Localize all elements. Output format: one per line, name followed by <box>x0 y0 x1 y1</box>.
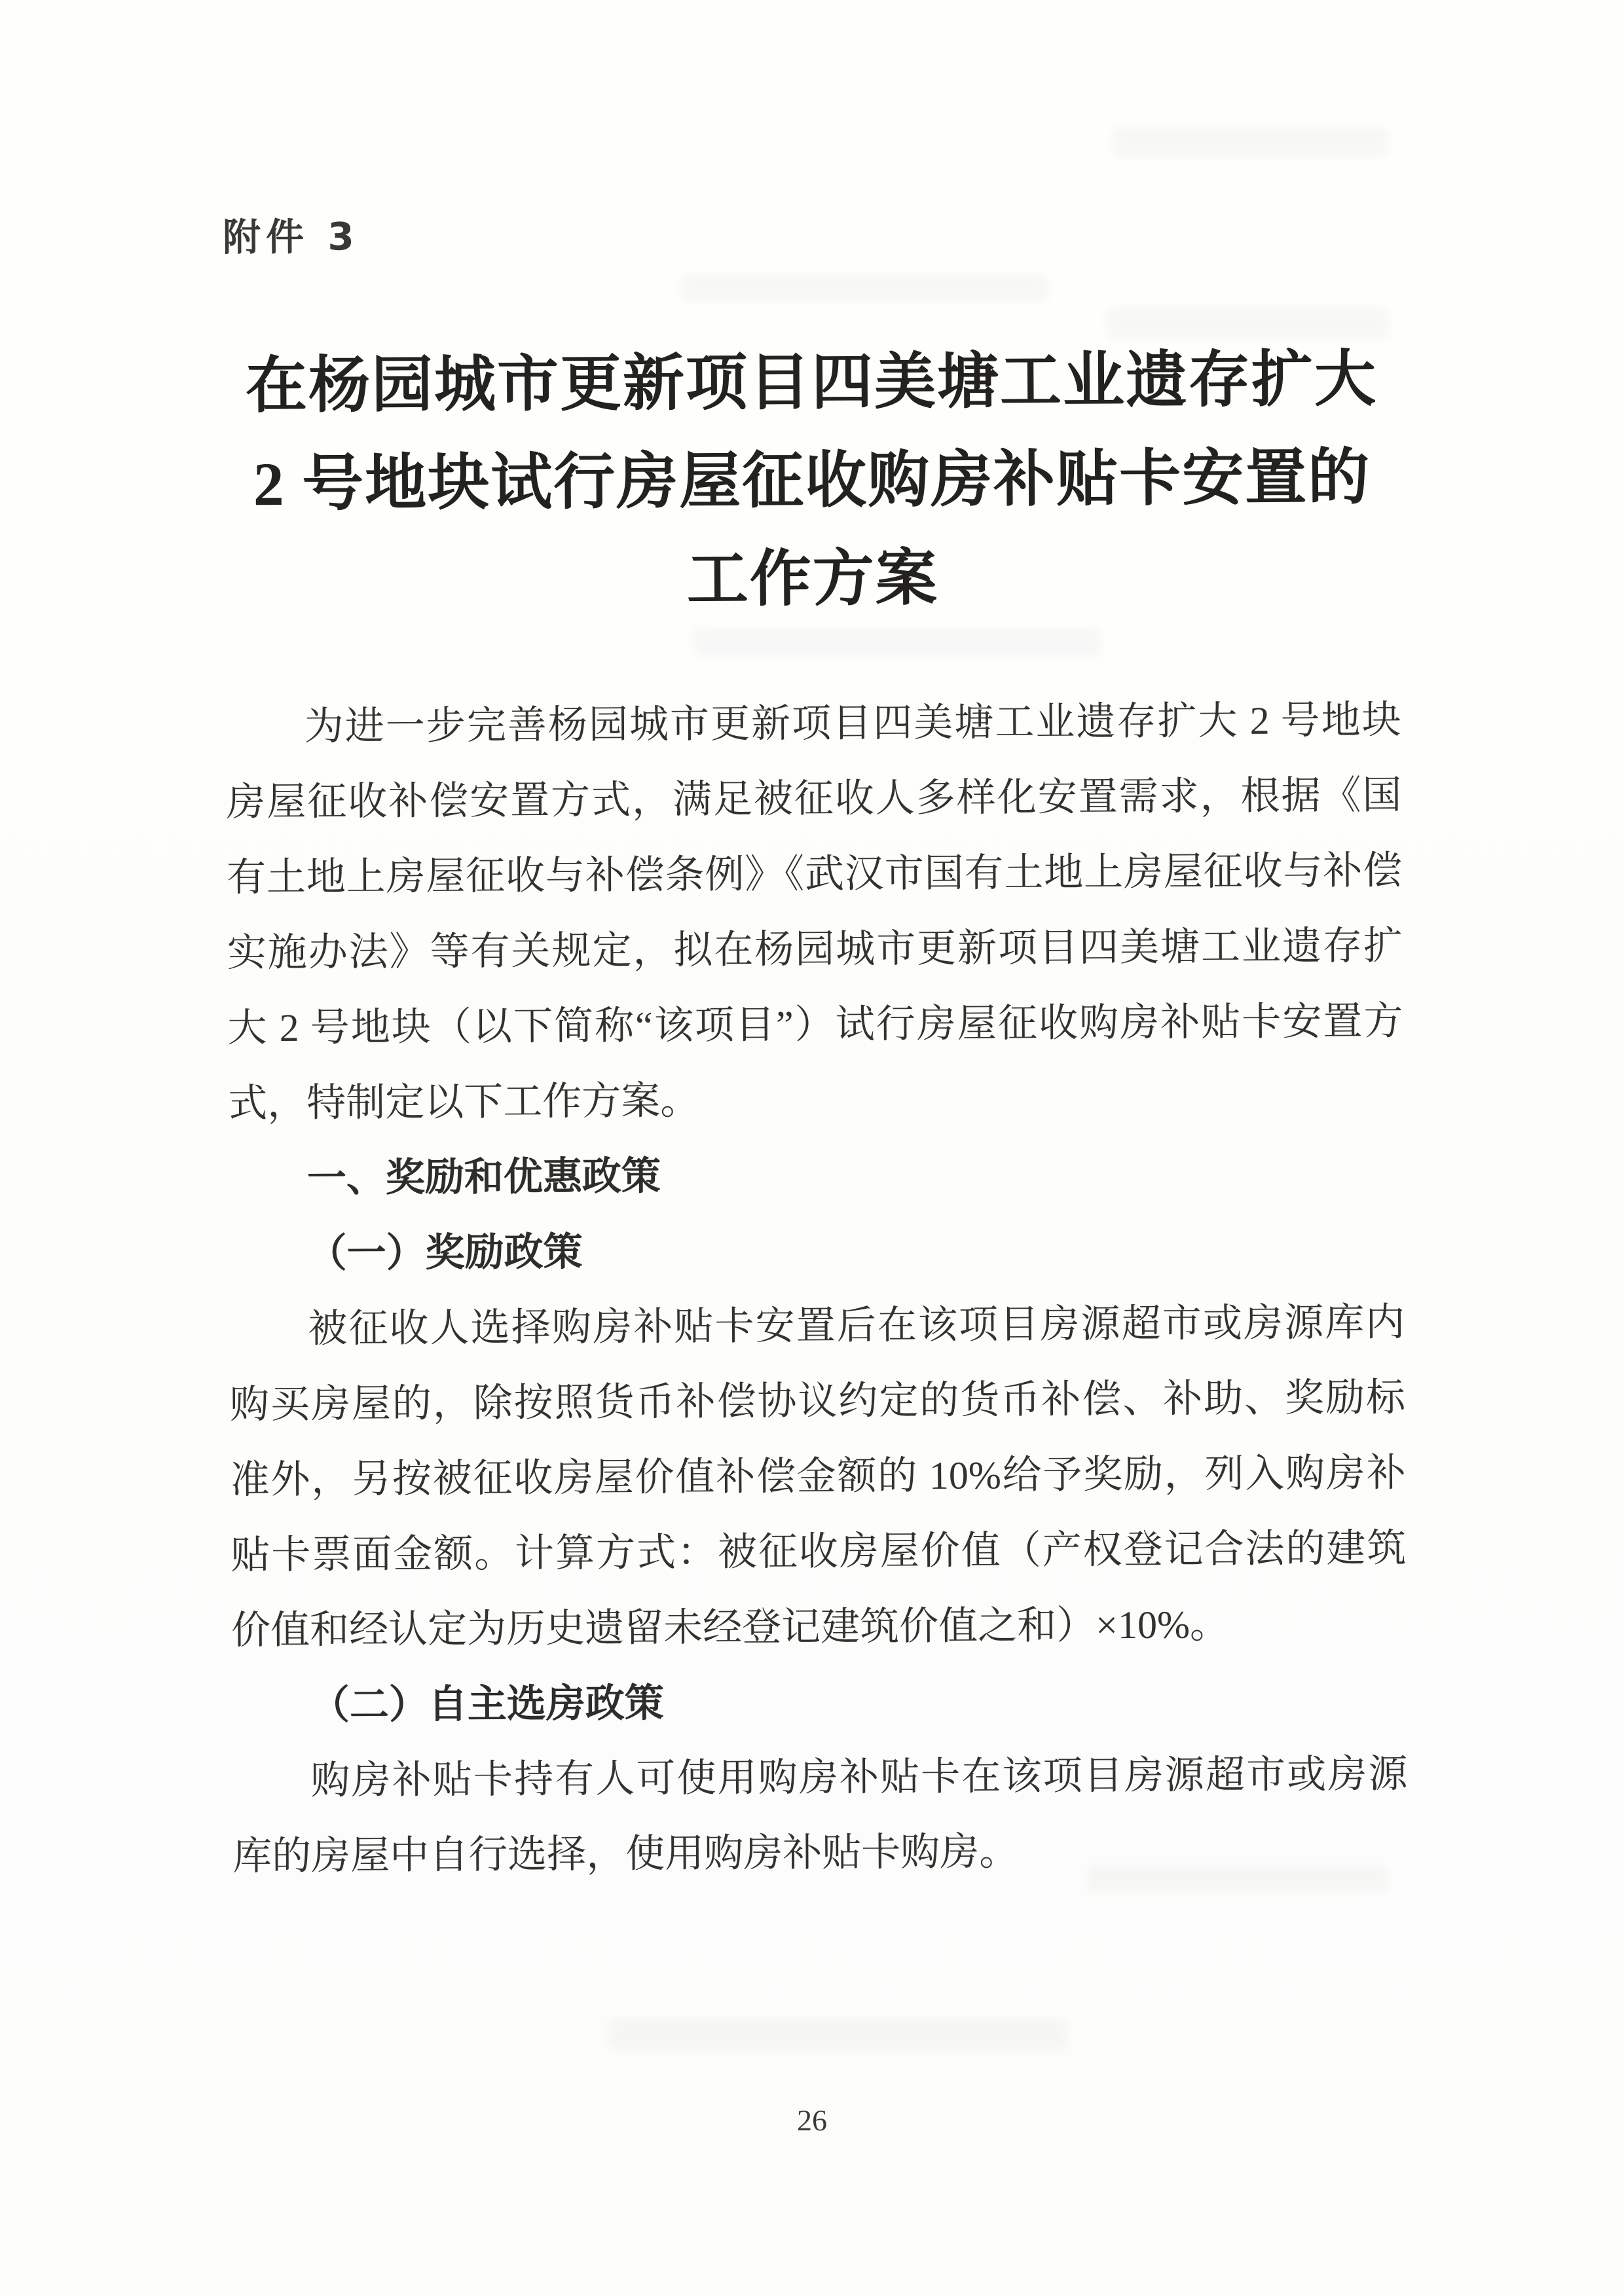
document-title-line-2: 2 号地块试行房屋征收购房补贴卡安置的 <box>253 443 1371 519</box>
subsection-heading-self-selection-policy: （二）自主选房政策 <box>310 1681 665 1727</box>
document-title-line-1: 在杨园城市更新项目四美塘工业遗存扩大 <box>245 345 1378 421</box>
document-title-line-3: 工作方案 <box>686 544 939 615</box>
attachment-label: 附件 3 <box>222 214 360 260</box>
document-title <box>223 331 1401 632</box>
scan-artifact <box>609 2020 1067 2050</box>
document-body <box>225 683 1408 1895</box>
intro-paragraph: 为进一步完善杨园城市更新项目四美塘工业遗存扩大 2 号地块房屋征收补偿安置方式，满足被征收人多样化安置需求，根据《国有土地上房屋征收与补偿条例》《武汉市国有土地上房屋征收与补偿实施办法》等有关规定，拟在杨园城市更新项目四美塘工业遗存扩大 2 号地块（以下简称“该项目”）试行房屋征收购房补贴卡安置方式，特制定以下工作方案。 <box>226 698 1403 1125</box>
page-number: 26 <box>797 2104 827 2137</box>
section-heading-rewards-and-preferential-policies: 一、奖励和优惠政策 <box>306 1153 661 1201</box>
self-selection-policy-paragraph: 购房补贴卡持有人可使用购房补贴卡在该项目房源超市或房源库的房屋中自行选择，使用购房补贴卡购房。 <box>232 1752 1408 1878</box>
reward-policy-paragraph: 被征收人选择购房补贴卡安置后在该项目房源超市或房源库内购买房屋的，除按照货币补偿协议约定的货币补偿、补助、奖励标准外，另按被征收房屋价值补偿金额的 10%给予奖励，列入购房补贴卡票面金额。计算方式：被征收房屋价值（产权登记合法的建筑价值和经认定为历史遗留未经登记建筑价值之和）×10%。 <box>229 1300 1407 1652</box>
document-content <box>221 0 1409 1894</box>
subsection-heading-reward-policy: （一）奖励政策 <box>307 1230 583 1275</box>
